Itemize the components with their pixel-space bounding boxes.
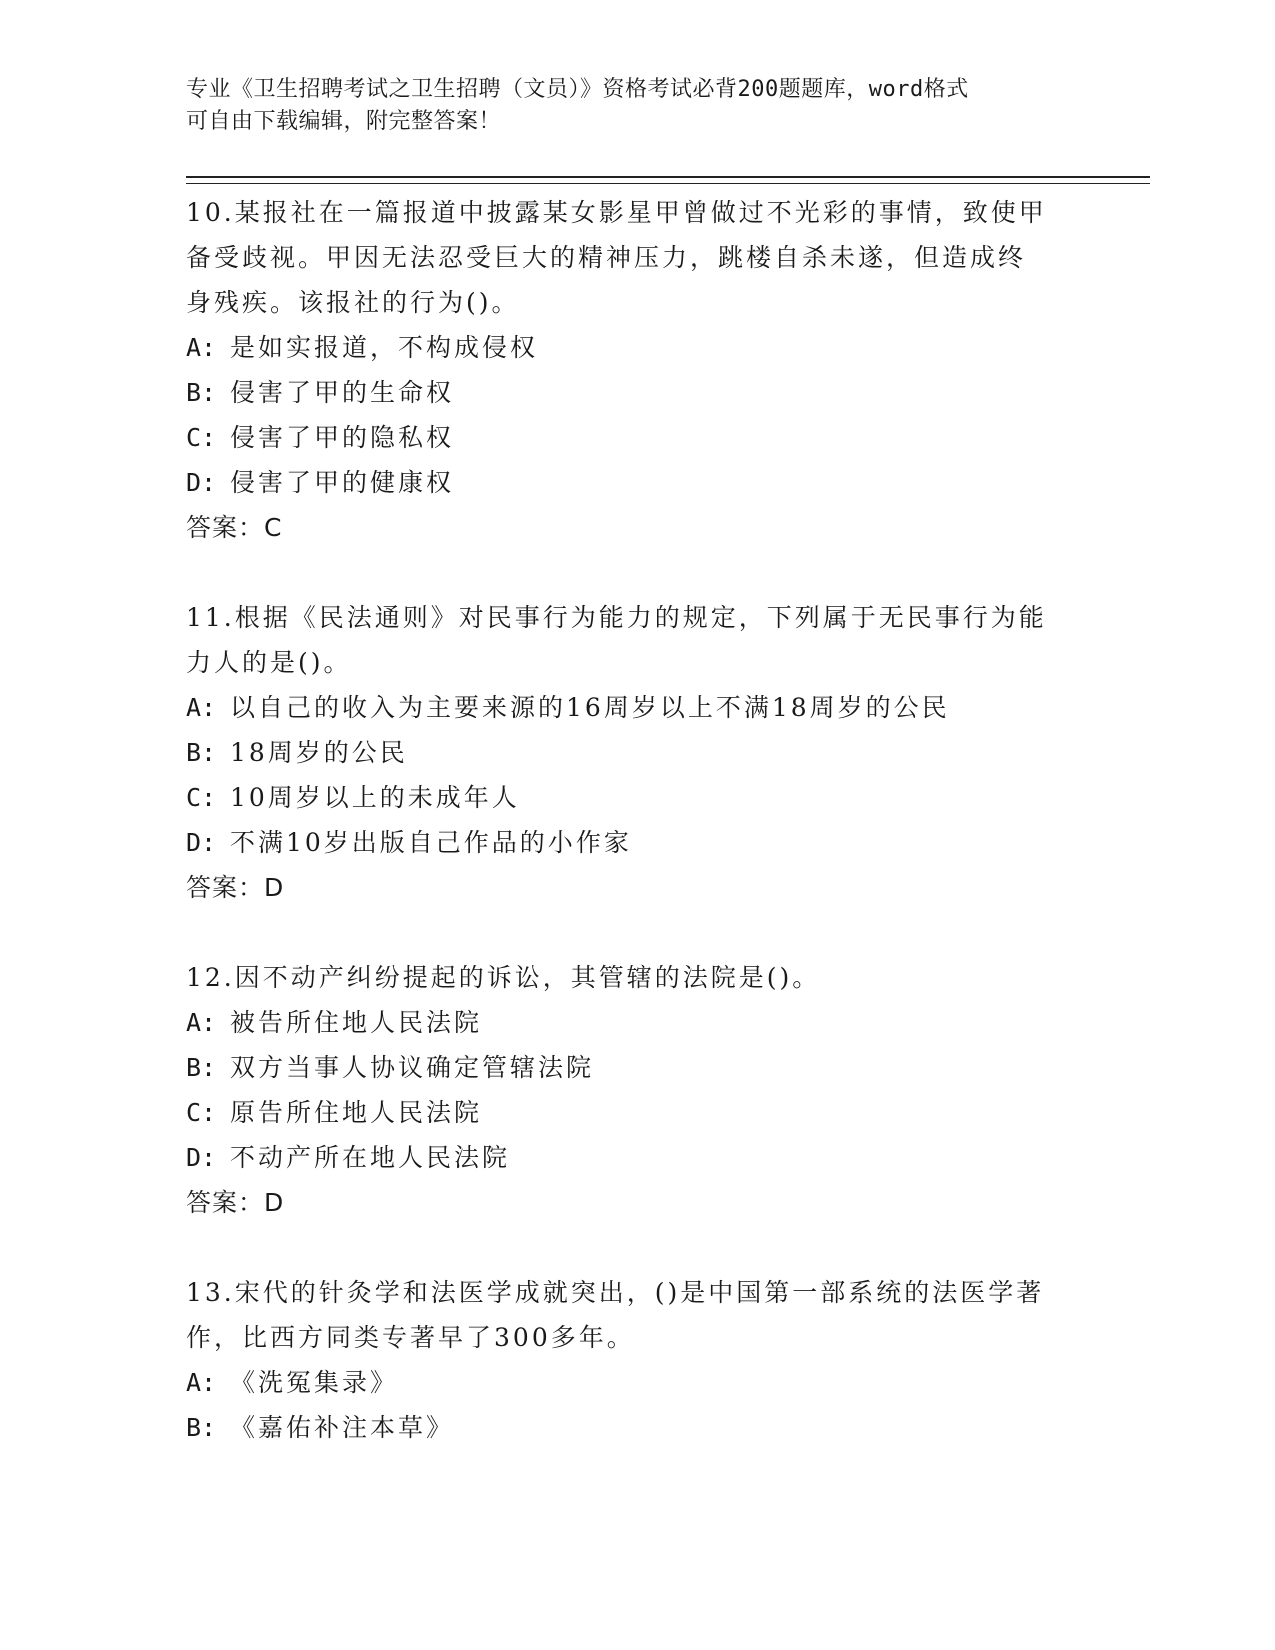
- option-c: [186, 1090, 1086, 1135]
- option-letter: C:: [186, 1098, 217, 1127]
- option-c: [186, 775, 1086, 820]
- option-text: 不动产所在地人民法院: [230, 1143, 511, 1172]
- option-text: 《洗冤集录》: [230, 1368, 399, 1397]
- question-text-line: 11.根据《民法通则》对民事行为能力的规定，下列属于无民事行为能: [186, 603, 1047, 632]
- document-header: [186, 74, 1066, 138]
- option-letter: B:: [186, 738, 217, 767]
- option-c: [186, 415, 1086, 460]
- option-text: 是如实报道，不构成侵权: [230, 333, 539, 362]
- question-13: [186, 1270, 1086, 1450]
- question-12: [186, 955, 1086, 1225]
- option-text: 被告所住地人民法院: [230, 1008, 483, 1037]
- option-letter: A:: [186, 333, 217, 362]
- option-a: [186, 325, 1086, 370]
- option-text: 原告所住地人民法院: [230, 1098, 483, 1127]
- option-b: [186, 1405, 1086, 1450]
- option-d: [186, 460, 1086, 505]
- option-a: [186, 685, 1086, 730]
- question-11: [186, 595, 1086, 910]
- question-list: [186, 190, 1086, 1450]
- option-d: [186, 820, 1086, 865]
- option-letter: A:: [186, 1008, 217, 1037]
- option-a: [186, 1000, 1086, 1045]
- answer-label: 答案：C: [186, 513, 283, 542]
- option-letter: C:: [186, 423, 217, 452]
- option-text: 双方当事人协议确定管辖法院: [230, 1053, 595, 1082]
- option-text: 18周岁的公民: [230, 738, 408, 767]
- question-text-line: 备受歧视。甲因无法忍受巨大的精神压力，跳楼自杀未遂，但造成终: [186, 243, 1027, 272]
- question-text-line: 身残疾。该报社的行为()。: [186, 288, 520, 317]
- question-10: [186, 190, 1086, 550]
- option-letter: B:: [186, 1413, 217, 1442]
- option-letter: A:: [186, 1368, 217, 1397]
- option-letter: D:: [186, 468, 217, 497]
- option-letter: A:: [186, 693, 217, 722]
- option-letter: D:: [186, 1143, 217, 1172]
- option-text: 侵害了甲的生命权: [230, 378, 455, 407]
- option-b: [186, 370, 1086, 415]
- header-divider-thin: [186, 183, 1150, 184]
- option-text: 《嘉佑补注本草》: [230, 1413, 455, 1442]
- question-text-line: 作，比西方同类专著早了300多年。: [186, 1323, 635, 1352]
- option-letter: B:: [186, 378, 217, 407]
- option-letter: D:: [186, 828, 217, 857]
- option-b: [186, 1045, 1086, 1090]
- option-text: 以自己的收入为主要来源的16周岁以上不满18周岁的公民: [230, 693, 950, 722]
- option-text: 侵害了甲的隐私权: [230, 423, 455, 452]
- option-a: [186, 1360, 1086, 1405]
- question-text-line: 力人的是()。: [186, 648, 352, 677]
- option-d: [186, 1135, 1086, 1180]
- header-divider: [186, 176, 1150, 178]
- option-letter: C:: [186, 783, 217, 812]
- option-text: 侵害了甲的健康权: [230, 468, 455, 497]
- answer-label: 答案：D: [186, 1188, 285, 1217]
- header-line-2: 可自由下载编辑，附完整答案！: [186, 109, 502, 134]
- option-b: [186, 730, 1086, 775]
- option-text: 不满10岁出版自己作品的小作家: [230, 828, 632, 857]
- question-text-line: 13.宋代的针灸学和法医学成就突出，()是中国第一部系统的法医学著: [186, 1278, 1045, 1307]
- question-text-line: 10.某报社在一篇报道中披露某女影星甲曾做过不光彩的事情，致使甲: [186, 198, 1047, 227]
- header-line-1: 专业《卫生招聘考试之卫生招聘（文员）》资格考试必背200题题库，word格式: [186, 77, 969, 102]
- answer-label: 答案：D: [186, 873, 285, 902]
- option-letter: B:: [186, 1053, 217, 1082]
- question-text-line: 12.因不动产纠纷提起的诉讼，其管辖的法院是()。: [186, 963, 821, 992]
- option-text: 10周岁以上的未成年人: [230, 783, 520, 812]
